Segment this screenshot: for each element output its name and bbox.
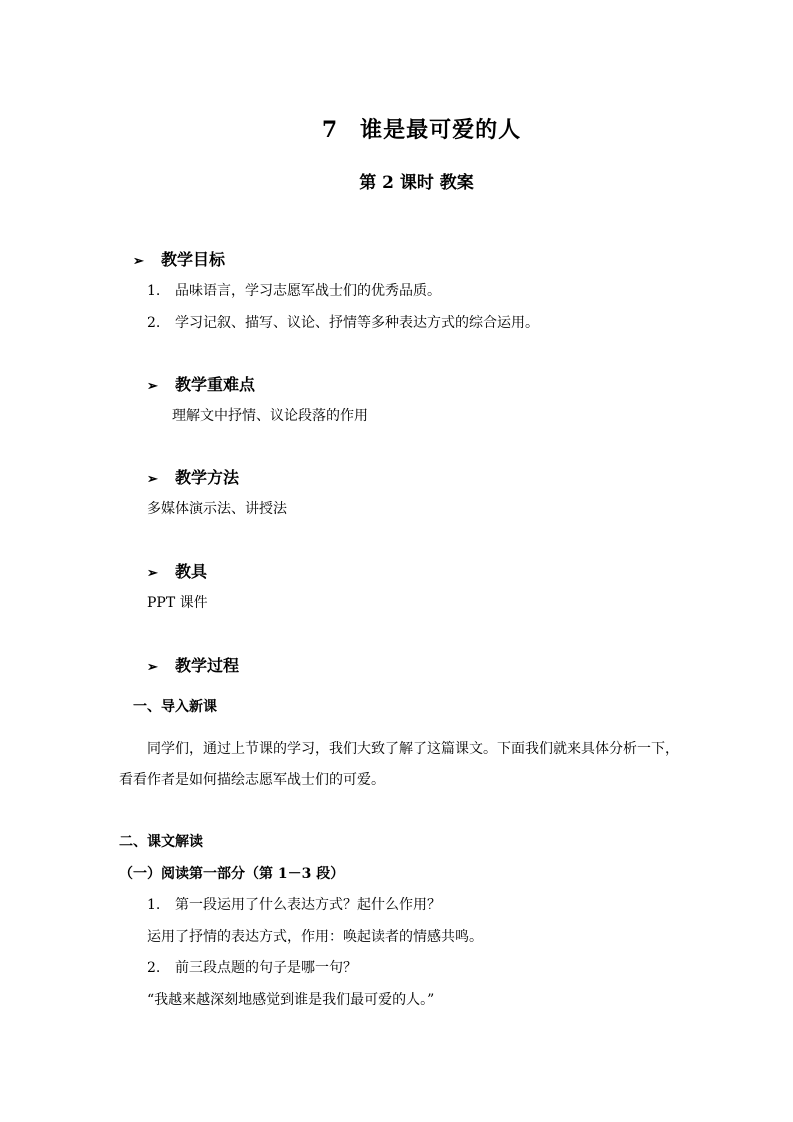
part1-heading: 一、导入新课 [133, 699, 217, 715]
objectives-heading [133, 247, 225, 270]
item-number: 1. [147, 283, 161, 299]
item-text: 学习记叙、描写、议论、抒情等多种表达方式的综合运用。 [175, 315, 539, 331]
tools-heading-label: 教具 [175, 562, 208, 581]
part1-paragraph-line1: 同学们，通过上节课的学习，我们大致了解了这篇课文。下面我们就来具体分析一下， [147, 741, 679, 757]
key-points-heading [147, 372, 255, 395]
objectives-heading-label: 教学目标 [161, 250, 226, 269]
part2-heading: 二、课文解读 [119, 834, 203, 850]
question-text: 第一段运用了什么表达方式？起什么作用？ [175, 897, 441, 913]
key-points-heading-label: 教学重难点 [175, 375, 256, 394]
arrow-bullet-icon: ➢ [147, 660, 158, 675]
item-text: 品味语言，学习志愿军战士们的优秀品质。 [175, 283, 441, 299]
question-text: 前三段点题的句子是哪一句？ [175, 960, 357, 976]
arrow-bullet-icon: ➢ [147, 566, 158, 581]
methods-heading-label: 教学方法 [175, 468, 240, 487]
methods-text: 多媒体演示法、讲授法 [147, 501, 287, 517]
tools-text: PPT 课件 [147, 595, 208, 611]
question-number: 2. [147, 960, 161, 976]
page-title [0, 113, 793, 144]
lesson-number: 7 [321, 117, 339, 143]
part1-paragraph-line2: 看看作者是如何描绘志愿军战士们的可爱。 [119, 772, 385, 788]
process-heading [147, 653, 239, 676]
question-2 [147, 957, 357, 977]
answer-1: 运用了抒情的表达方式，作用：唤起读者的情感共鸣。 [147, 929, 483, 945]
arrow-bullet-icon: ➢ [147, 379, 158, 394]
arrow-bullet-icon: ➢ [133, 254, 144, 269]
item-number: 2. [147, 315, 161, 331]
arrow-bullet-icon: ➢ [147, 472, 158, 487]
part2-subheading: （一）阅读第一部分（第 1－3 段） [119, 866, 345, 882]
key-points-text: 理解文中抒情、议论段落的作用 [172, 408, 368, 424]
objective-item-2 [147, 312, 539, 332]
methods-heading [147, 465, 239, 488]
process-heading-label: 教学过程 [175, 656, 240, 675]
page-subtitle: 第 2 课时 教案 [359, 173, 474, 193]
objective-item-1 [147, 280, 441, 300]
tools-heading [147, 559, 207, 582]
question-1 [147, 894, 441, 914]
lesson-title: 谁是最可爱的人 [360, 117, 522, 143]
question-number: 1. [147, 897, 161, 913]
answer-2: “我越来越深刻地感觉到谁是我们最可爱的人。” [147, 992, 435, 1008]
